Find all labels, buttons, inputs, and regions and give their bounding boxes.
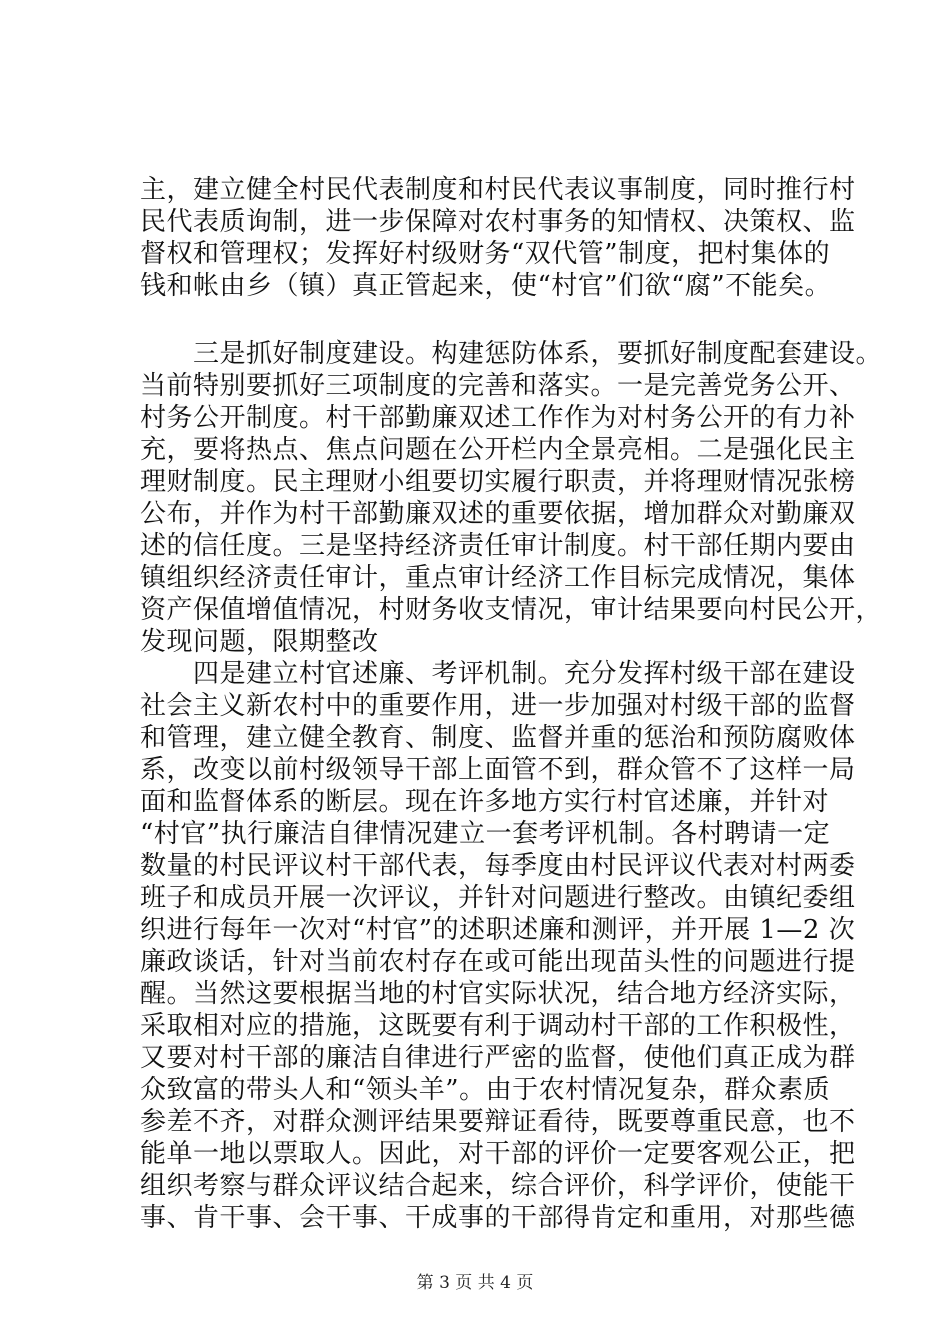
text-line: 醒。当然这要根据当地的村官实际状况，结合地方经济实际， — [140, 979, 856, 1009]
text-line: 督权和管理权；发挥好村级财务“双代管”制度，把村集体的 — [140, 239, 831, 269]
text-line: 民代表质询制，进一步保障对农村事务的知情权、决策权、监 — [140, 207, 856, 237]
text-line: 数量的村民评议村干部代表，每季度由村民评议代表对村两委 — [140, 851, 856, 881]
text-line: 镇组织经济责任审计，重点审计经济工作目标完成情况，集体 — [140, 563, 856, 593]
text-line: 发现问题，限期整改 — [140, 627, 379, 657]
text-line: 四是建立村官述廉、考评机制。充分发挥村级干部在建设 — [140, 659, 856, 689]
text-line: 公布，并作为村干部勤廉双述的重要依据，增加群众对勤廉双 — [140, 499, 856, 529]
text-line: 参差不齐，对群众测评结果要辩证看待，既要尊重民意，也不 — [140, 1107, 856, 1137]
text-line: 织进行每年一次对“村官”的述职述廉和测评，并开展 1—2 次 — [140, 915, 856, 945]
text-line: 班子和成员开展一次评议，并针对问题进行整改。由镇纪委组 — [140, 883, 856, 913]
text-line: 廉政谈话，针对当前农村存在或可能出现苗头性的问题进行提 — [140, 947, 856, 977]
text-line: 面和监督体系的断层。现在许多地方实行村官述廉，并针对 — [140, 787, 830, 817]
text-line: 主，建立健全村民代表制度和村民代表议事制度，同时推行村 — [140, 175, 856, 205]
text-line: 三是抓好制度建设。构建惩防体系，要抓好制度配套建设。 — [140, 339, 883, 369]
text-line: 和管理，建立健全教育、制度、监督并重的惩治和预防腐败体 — [140, 723, 856, 753]
text-line: 又要对村干部的廉洁自律进行严密的监督，使他们真正成为群 — [140, 1043, 856, 1073]
text-line: 能单一地以票取人。因此，对干部的评价一定要客观公正，把 — [140, 1139, 856, 1169]
text-line: 采取相对应的措施，这既要有利于调动村干部的工作积极性， — [140, 1011, 856, 1041]
text-line: 村务公开制度。村干部勤廉双述工作作为对村务公开的有力补 — [140, 403, 856, 433]
text-line: 述的信任度。三是坚持经济责任审计制度。村干部任期内要由 — [140, 531, 856, 561]
text-line: 充，要将热点、焦点问题在公开栏内全景亮相。二是强化民主 — [140, 435, 856, 465]
text-line: 事、肯干事、会干事、干成事的干部得肯定和重用，对那些德 — [140, 1203, 856, 1233]
text-line: 当前特别要抓好三项制度的完善和落实。一是完善党务公开、 — [140, 371, 856, 401]
text-line: 组织考察与群众评议结合起来，综合评价，科学评价，使能干 — [140, 1171, 856, 1201]
text-line: 理财制度。民主理财小组要切实履行职责，并将理财情况张榜 — [140, 467, 856, 497]
text-line: 众致富的带头人和“领头羊”。由于农村情况复杂，群众素质 — [140, 1075, 831, 1105]
text-line: 系，改变以前村级领导干部上面管不到，群众管不了这样一局 — [140, 755, 856, 785]
page-footer: 第 3 页 共 4 页 — [416, 1273, 534, 1293]
text-line: 社会主义新农村中的重要作用，进一步加强对村级干部的监督 — [140, 691, 856, 721]
text-line: 钱和帐由乡（镇）真正管起来，使“村官”们欲“腐”不能矣。 — [140, 271, 832, 301]
text-line: 资产保值增值情况，村财务收支情况，审计结果要向村民公开， — [140, 595, 883, 625]
text-line: “村官”执行廉洁自律情况建立一套考评机制。各村聘请一定 — [140, 819, 831, 849]
